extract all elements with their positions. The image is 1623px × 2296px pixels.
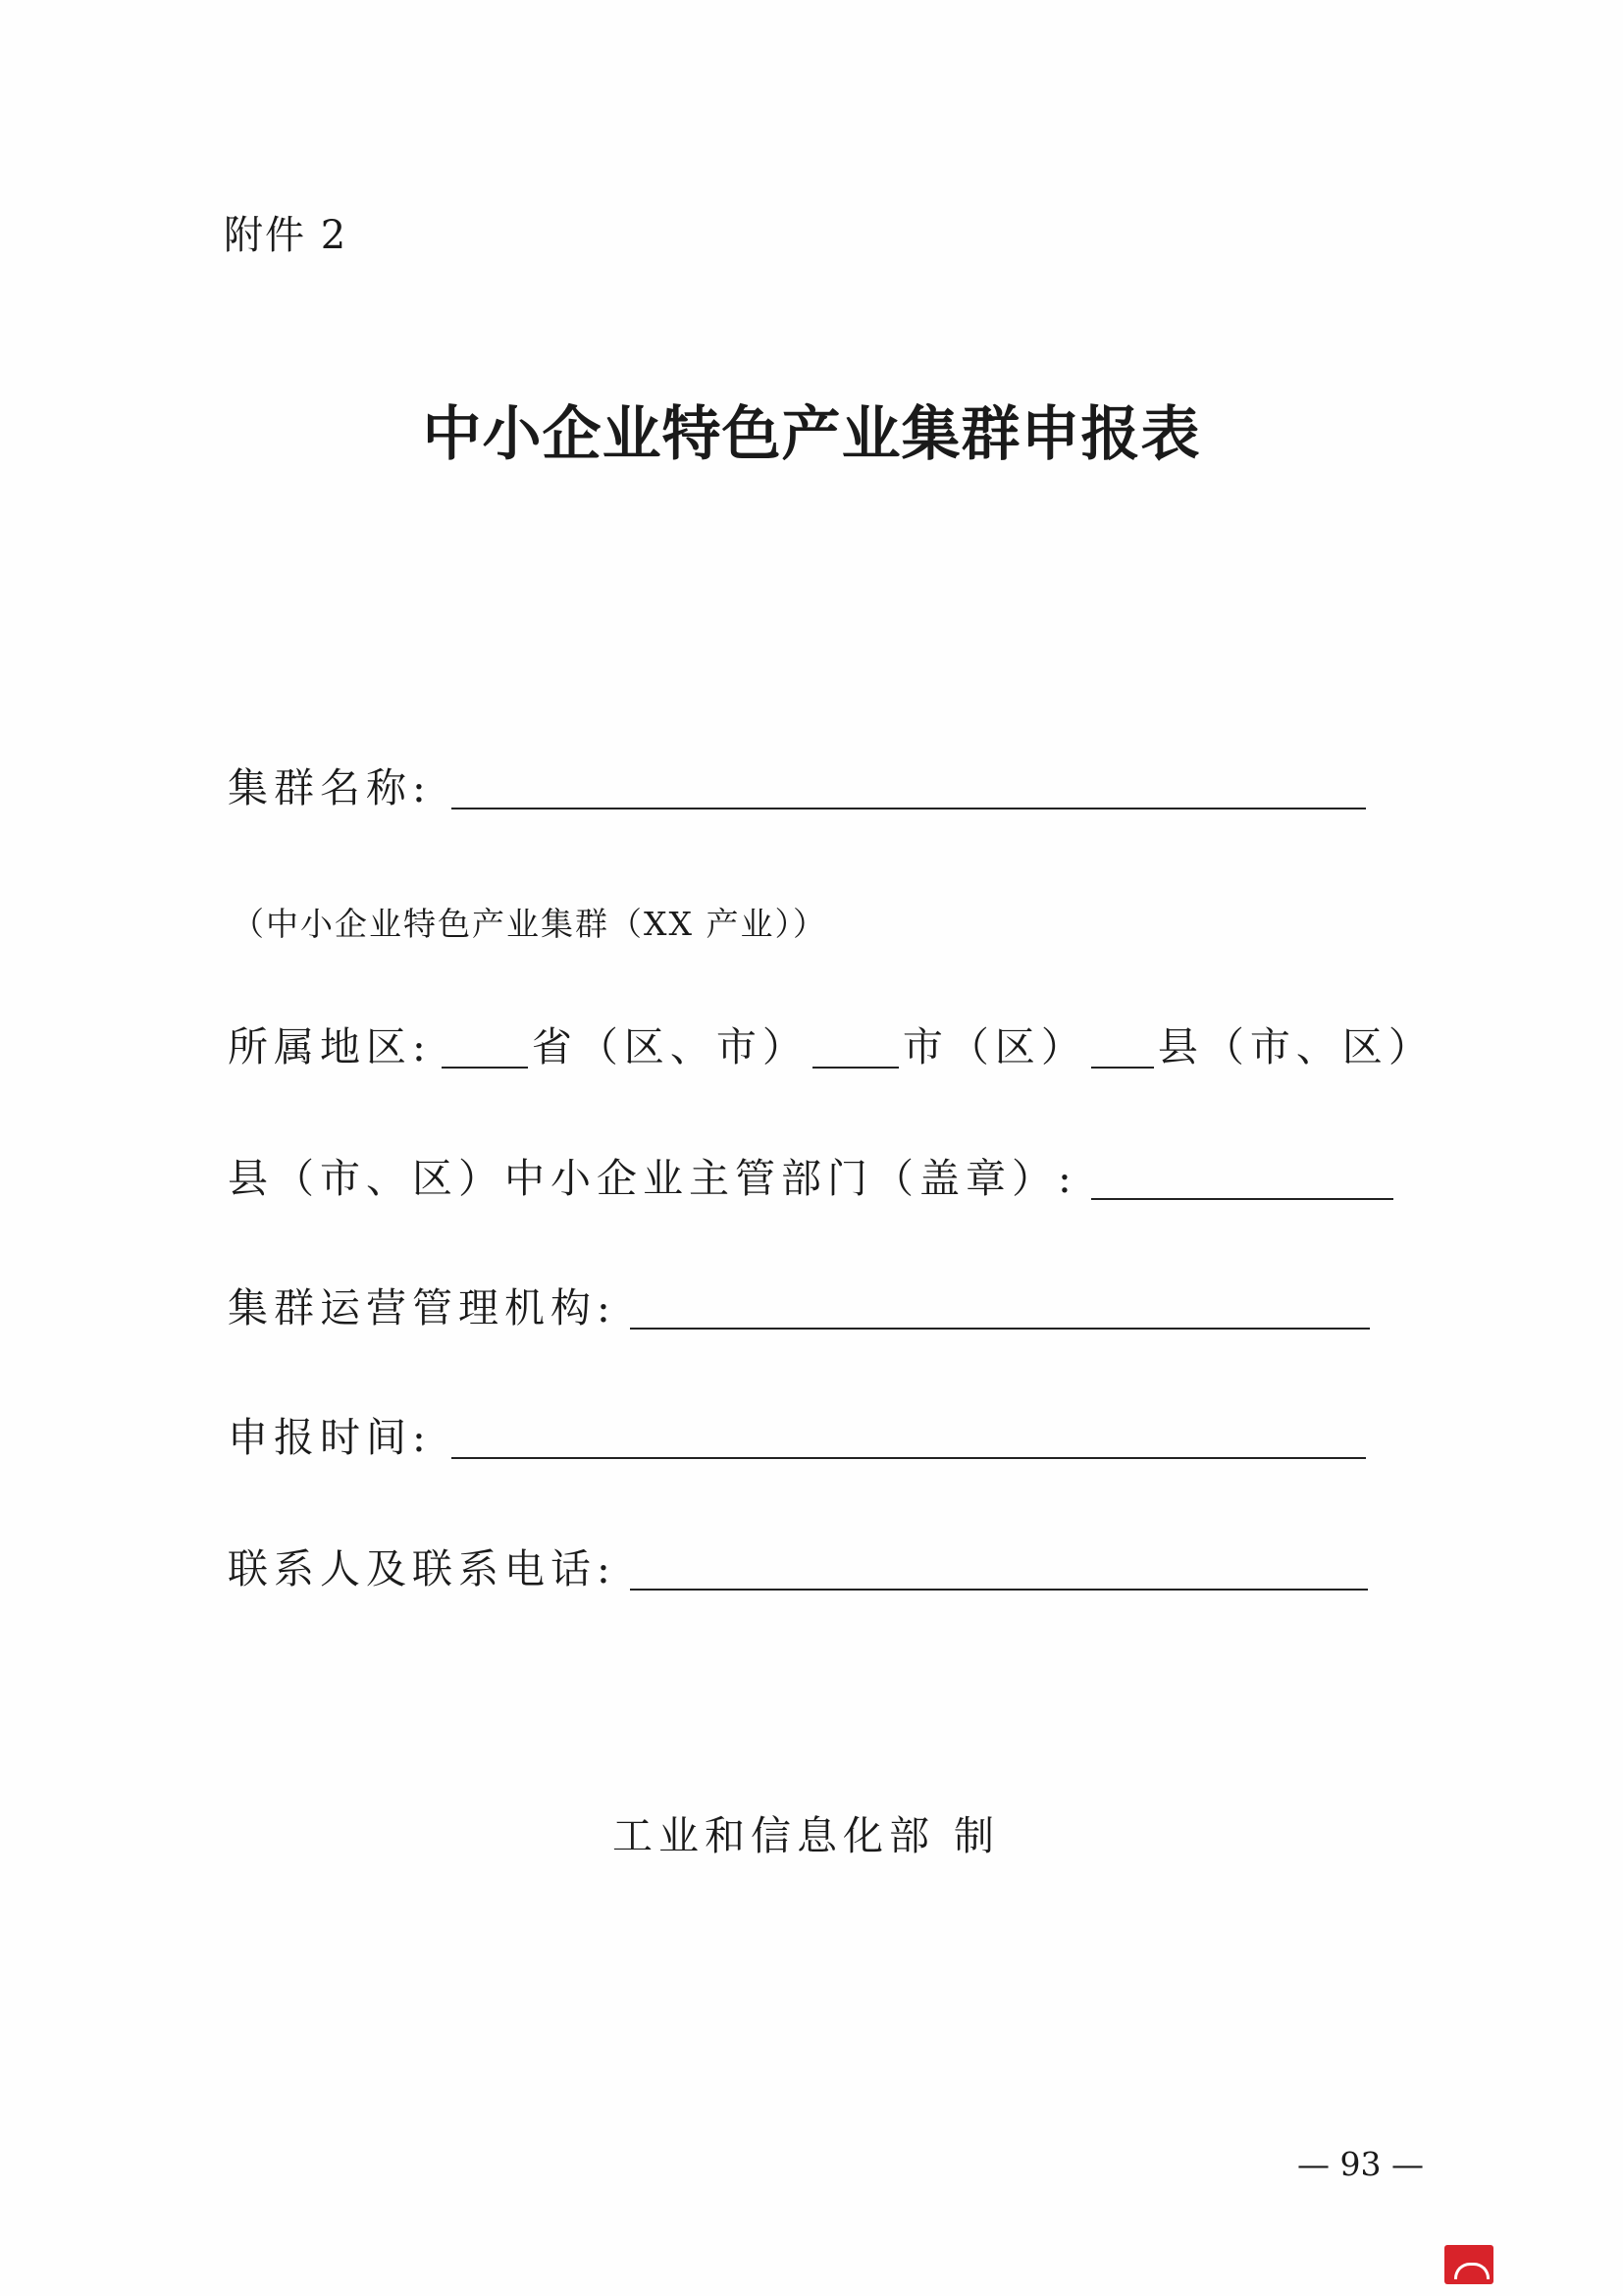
county-field[interactable] <box>1091 1033 1154 1069</box>
cluster-name-field[interactable] <box>451 774 1366 809</box>
region-label: 所属地区: <box>228 1023 432 1070</box>
operator-field[interactable] <box>630 1294 1370 1330</box>
contact-row <box>228 1537 1368 1594</box>
page-number: — 93 — <box>1297 2145 1424 2183</box>
date-label: 申报时间: <box>228 1414 432 1461</box>
county-dept-field[interactable] <box>1091 1165 1393 1200</box>
date-field[interactable] <box>451 1424 1366 1459</box>
region-province-suffix: 省（区、市） <box>531 1023 809 1070</box>
attachment-label: 附件 2 <box>224 213 348 258</box>
province-field[interactable] <box>442 1033 528 1069</box>
page-title: 中小企业特色产业集群申报表 <box>422 400 1201 469</box>
cluster-name-row <box>228 756 1366 813</box>
county-dept-row <box>228 1146 1393 1204</box>
region-row <box>228 1015 1435 1072</box>
contact-field[interactable] <box>630 1555 1368 1591</box>
operator-label: 集群运营管理机构: <box>228 1284 616 1331</box>
date-row <box>228 1405 1366 1463</box>
watermark-logo-icon <box>1444 2245 1493 2284</box>
cluster-name-label: 集群名称: <box>228 764 432 811</box>
region-county-suffix: 县（市、区） <box>1157 1023 1435 1070</box>
cluster-name-note: （中小企业特色产业集群（XX 产业）） <box>232 905 827 943</box>
region-city-suffix: 市（区） <box>902 1023 1087 1070</box>
issuer-text: 工业和信息化部 制 <box>612 1812 1001 1859</box>
city-field[interactable] <box>812 1033 899 1069</box>
county-dept-label: 县（市、区）中小企业主管部门（盖章）: <box>228 1155 1077 1202</box>
operator-row <box>228 1276 1370 1333</box>
contact-label: 联系人及联系电话: <box>228 1545 616 1592</box>
